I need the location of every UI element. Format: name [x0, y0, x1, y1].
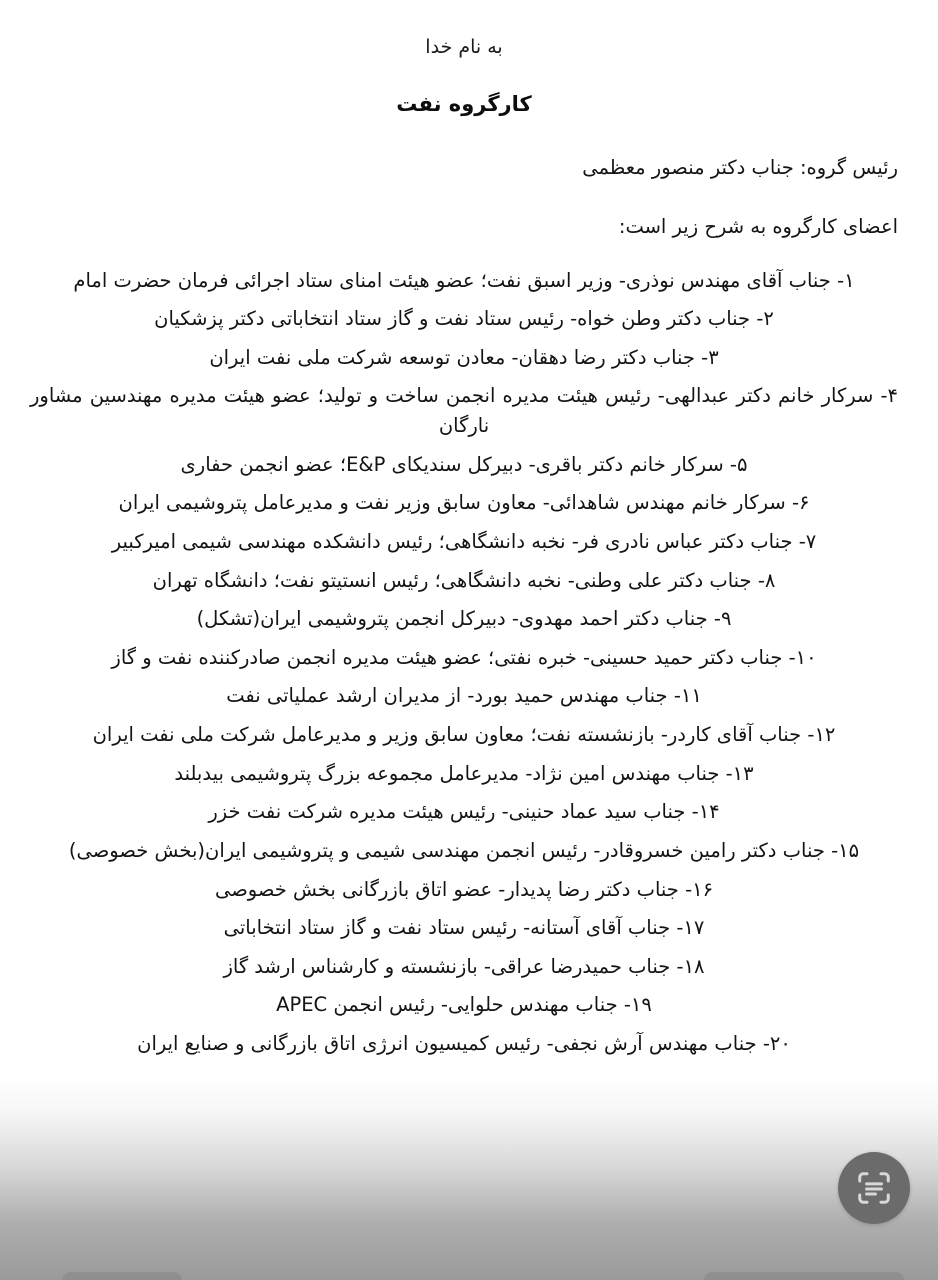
member-item-number: ۱۴-: [691, 800, 720, 824]
member-item-text: جناب دکتر وطن خواه- رئیس ستاد نفت و گاز ستاد انتخاباتی دکتر پزشکیان: [154, 307, 757, 331]
member-item-text: جناب آقای مهندس نوذری- وزیر اسبق نفت؛ عضو هیئت امنای ستاد اجرائی فرمان حضرت امام: [73, 268, 838, 292]
member-list-item: [30, 720, 898, 750]
member-item-text: جناب سید عماد حنینی- رئیس هیئت مدیره شرکت نفت خزر: [208, 800, 692, 824]
member-list-item: [30, 797, 898, 827]
member-item-text: جناب مهندس حلوایی- رئیس انجمن APEC: [276, 993, 624, 1017]
member-item-number: ۱-: [837, 268, 855, 292]
member-item-number: ۴-: [880, 384, 898, 408]
member-list-item: [30, 1029, 898, 1059]
bottom-chrome-hint: [0, 1258, 938, 1280]
member-item-text: جناب دکتر علی وطنی- نخبه دانشگاهی؛ رئیس انستیتو نفت؛ دانشگاه تهران: [152, 568, 758, 592]
member-list-item: [30, 527, 898, 557]
member-item-text: جناب مهندس آرش نجفی- رئیس کمیسیون انرژی اتاق بازرگانی و صنایع ایران: [137, 1032, 763, 1056]
member-item-number: ۵-: [729, 452, 748, 476]
member-list: [30, 266, 898, 1059]
scan-text-fab-button[interactable]: [838, 1152, 910, 1224]
member-item-number: ۱۳-: [725, 761, 754, 785]
member-item-number: ۱۵-: [831, 838, 860, 862]
member-item-text: جناب دکتر عباس نادری فر- نخبه دانشگاهی؛ رئیس دانشکده مهندسی شیمی امیرکبیر: [111, 529, 799, 553]
member-list-item: [30, 381, 898, 440]
member-list-item: [30, 488, 898, 518]
member-item-number: ۱۹-: [623, 993, 652, 1017]
bottom-pill-right: [704, 1272, 904, 1280]
member-item-number: ۲۰-: [762, 1032, 791, 1056]
member-item-text: جناب مهندس امین نژاد- مدیرعامل مجموعه بزرگ پتروشیمی بیدبلند: [174, 761, 726, 785]
member-item-number: ۸-: [757, 568, 776, 592]
member-list-item: [30, 266, 898, 296]
member-list-item: [30, 952, 898, 982]
member-item-number: ۷-: [798, 529, 817, 553]
bottom-pill-left: [62, 1272, 182, 1280]
member-item-text: سرکار خانم دکتر باقری- دبیرکل سندیکای E&P؛ عضو انجمن حفاری: [180, 452, 730, 476]
member-item-text: جناب آقای کاردر- بازنشسته نفت؛ معاون سابق وزیر و مدیرعامل شرکت ملی نفت ایران: [92, 723, 808, 747]
member-item-text: جناب آقای آستانه- رئیس ستاد نفت و گاز ستاد انتخاباتی: [223, 916, 677, 940]
member-list-item: [30, 836, 898, 866]
member-item-text: جناب مهندس حمید بورد- از مدیران ارشد عملیاتی نفت: [226, 684, 674, 708]
member-item-number: ۹-: [713, 607, 732, 631]
page-bottom-fade-overlay: [0, 1075, 938, 1280]
member-item-number: ۱۲-: [807, 723, 836, 747]
member-item-number: ۲-: [756, 307, 774, 331]
member-item-text: جناب دکتر احمد مهدوی- دبیرکل انجمن پتروشیمی ایران(تشکل): [196, 607, 714, 631]
member-list-item: [30, 343, 898, 373]
bismillah-line: به نام خدا: [425, 36, 503, 58]
members-intro-line: اعضای کارگروه به شرح زیر است:: [618, 215, 898, 239]
member-list-item: [30, 875, 898, 905]
member-item-number: ۱۱-: [673, 684, 702, 708]
member-item-number: ۳-: [701, 345, 719, 369]
member-item-text: جناب دکتر رامین خسروقادر- رئیس انجمن مهندسی شیمی و پتروشیمی ایران(بخش خصوصی): [68, 838, 832, 862]
member-list-item: [30, 681, 898, 711]
member-item-text: سرکار خانم مهندس شاهدائی- معاون سابق وزیر نفت و مدیرعامل پتروشیمی ایران: [118, 491, 792, 515]
scan-text-icon: [855, 1169, 893, 1207]
member-item-text: جناب حمیدرضا عراقی- بازنشسته و کارشناس ارشد گاز: [223, 954, 677, 978]
member-list-item: [30, 566, 898, 596]
member-item-number: ۶-: [791, 491, 810, 515]
member-list-item: [30, 304, 898, 334]
member-item-text: جناب دکتر حمید حسینی- خبره نفتی؛ عضو هیئت مدیره انجمن صادرکننده نفت و گاز: [111, 645, 789, 669]
member-list-item: [30, 604, 898, 634]
member-item-number: ۱۸-: [676, 954, 705, 978]
member-list-item: [30, 643, 898, 673]
member-item-text: سرکار خانم دکتر عبدالهی- رئیس هیئت مدیره انجمن ساخت و تولید؛ عضو هیئت مدیره مهندسین مشاور نارگان: [30, 384, 881, 438]
member-list-item: [30, 759, 898, 789]
member-item-number: ۱۶-: [685, 877, 714, 901]
member-item-text: جناب دکتر رضا دهقان- معادن توسعه شرکت ملی نفت ایران: [209, 345, 702, 369]
member-item-text: جناب دکتر رضا پدیدار- عضو اتاق بازرگانی بخش خصوصی: [214, 877, 686, 901]
member-list-item: [30, 913, 898, 943]
member-item-number: ۱۰-: [788, 645, 817, 669]
document-title: کارگروه نفت: [396, 91, 532, 116]
member-list-item: [30, 990, 898, 1020]
group-chair-line: رئیس گروه: جناب دکتر منصور معظمی: [582, 155, 898, 179]
member-list-item: [30, 450, 898, 480]
member-item-number: ۱۷-: [676, 916, 705, 940]
